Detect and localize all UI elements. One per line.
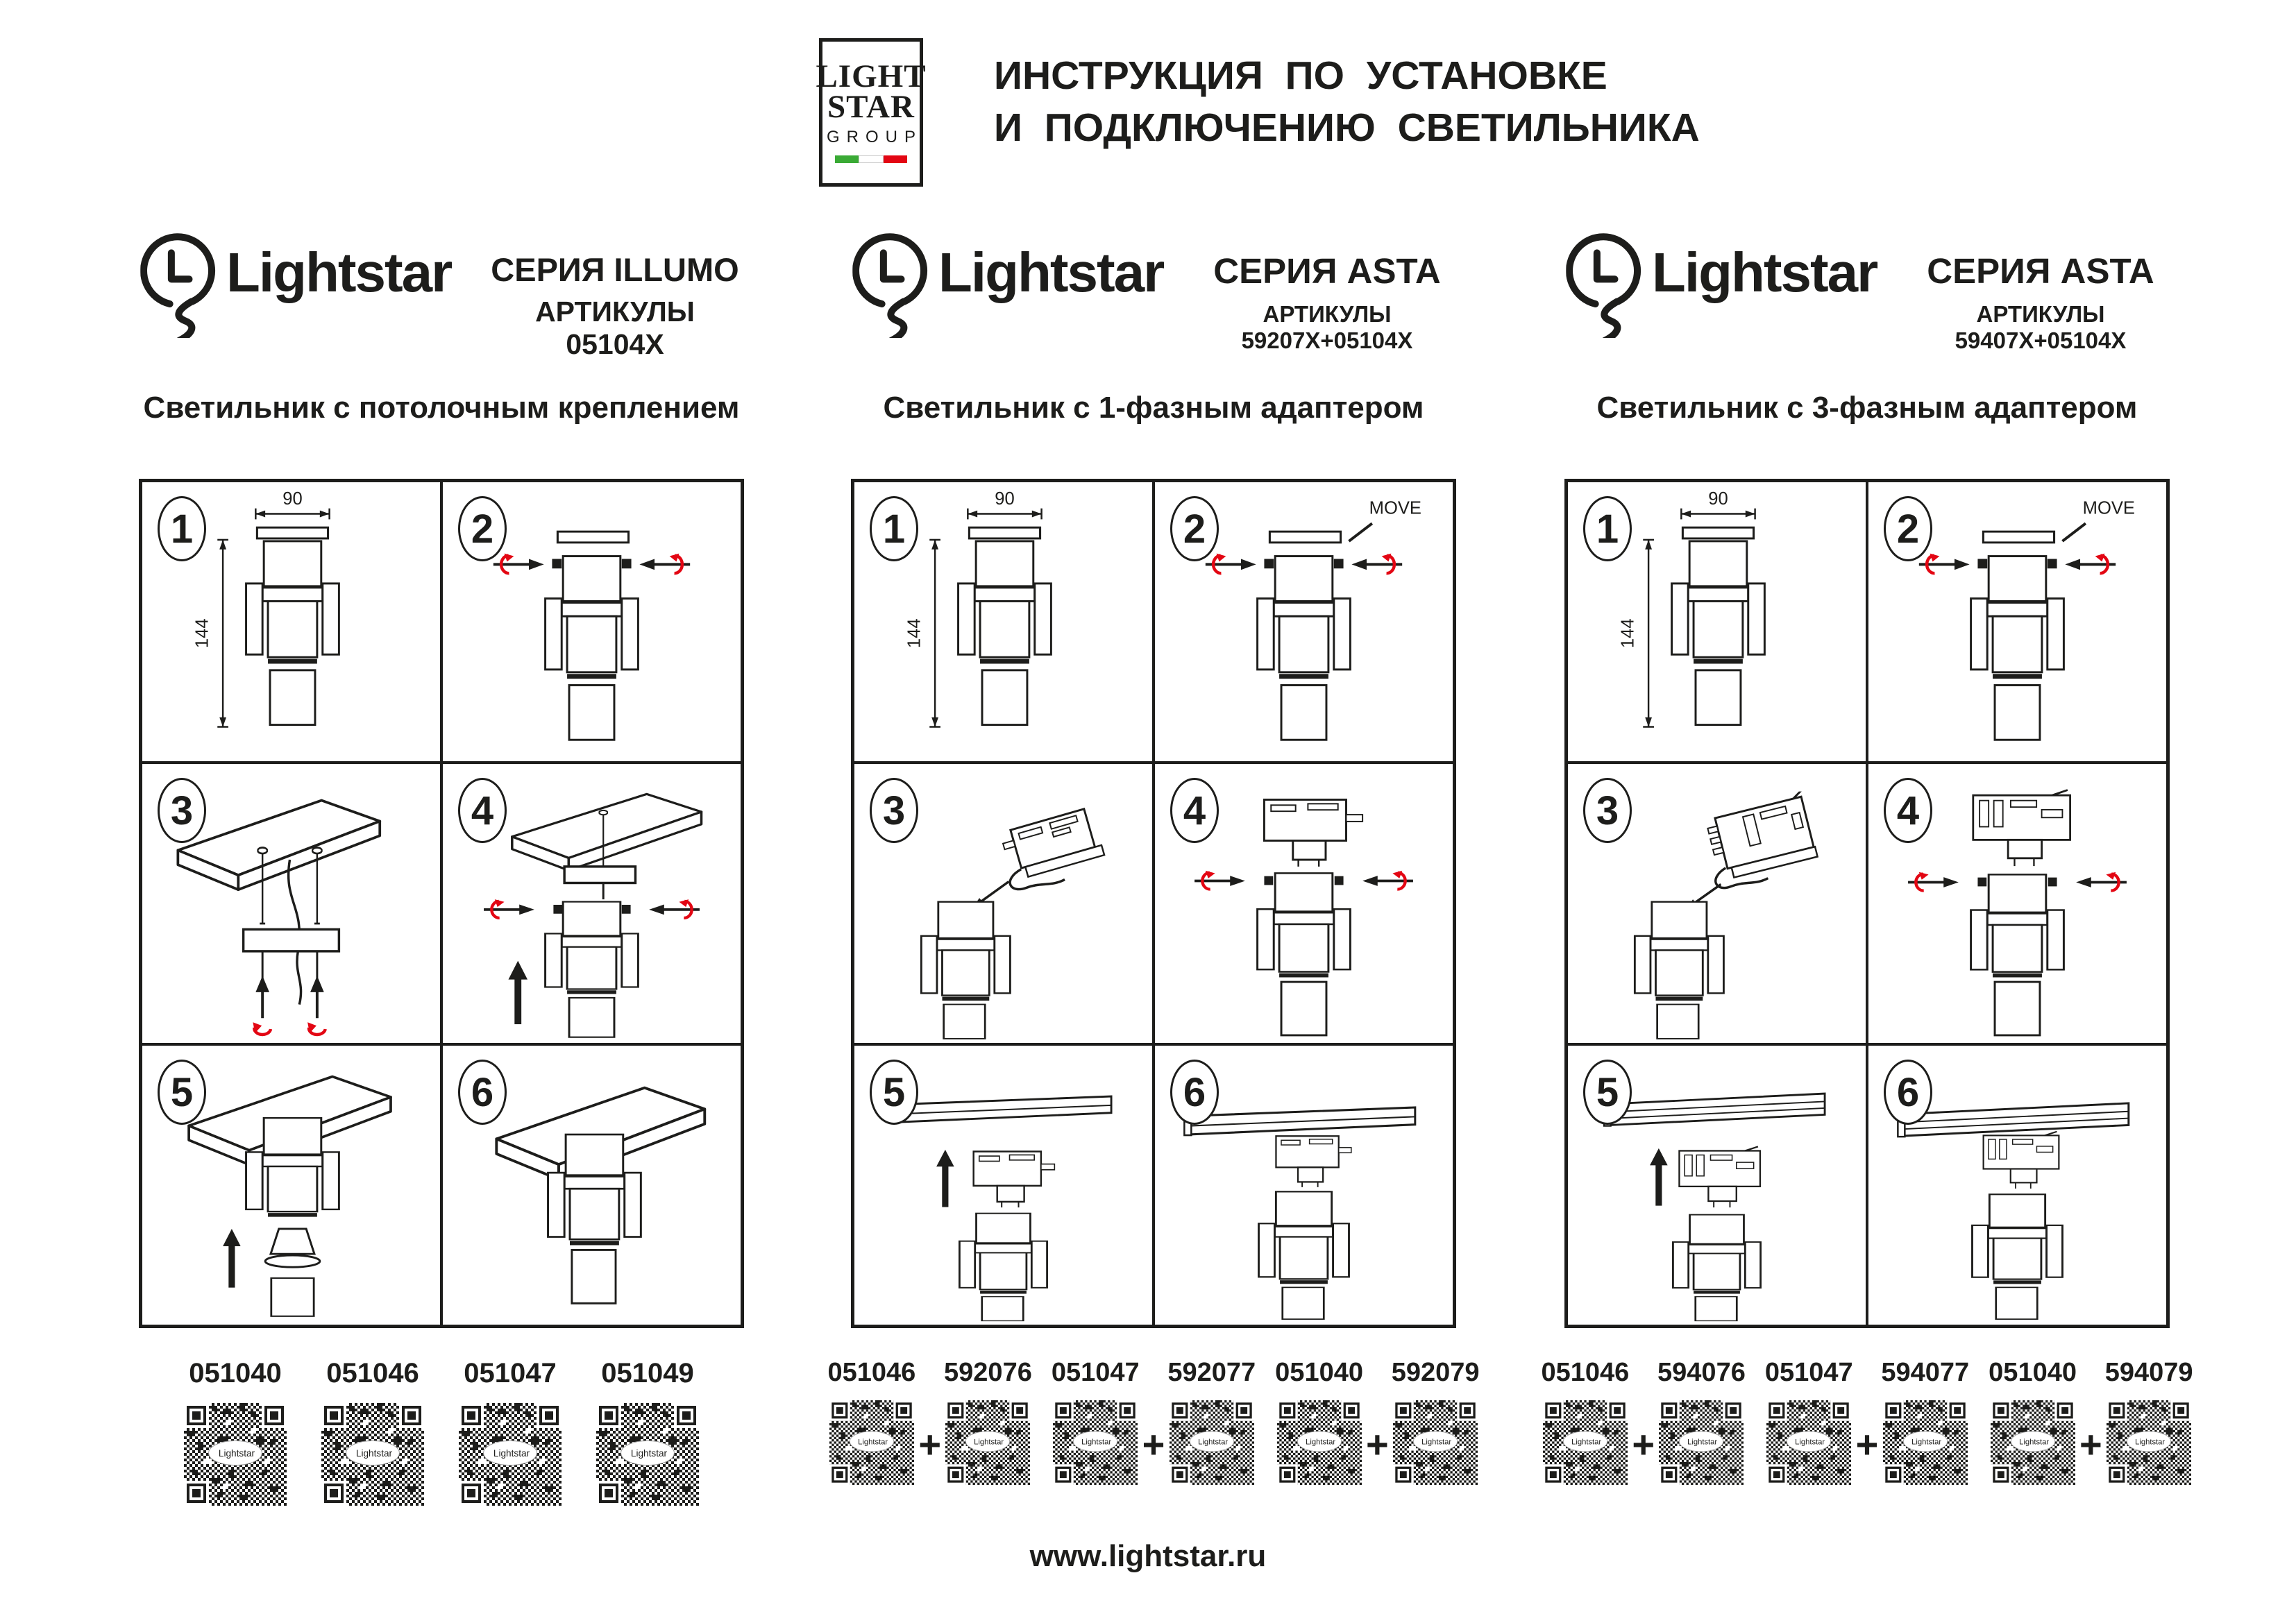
qr-item xyxy=(1765,1358,1853,1485)
qr-code xyxy=(829,1400,914,1485)
article-number: 594077 xyxy=(1881,1358,1970,1387)
step-number: 6 xyxy=(1183,1069,1206,1115)
series-block xyxy=(486,250,744,361)
series-name: СЕРИЯ ILLUMO xyxy=(491,251,739,288)
step-number-badge xyxy=(1170,1060,1219,1125)
qr-item xyxy=(1052,1358,1140,1485)
step-panel-6 xyxy=(441,1044,742,1326)
step-panel-5 xyxy=(141,1044,441,1326)
plus-sign: + xyxy=(1365,1422,1389,1466)
step-number: 3 xyxy=(1596,788,1619,833)
lightstar-bulb-icon xyxy=(1566,230,1644,338)
qr-item xyxy=(1275,1358,1363,1485)
qr-code xyxy=(1991,1400,2075,1485)
website-url: www.lightstar.ru xyxy=(1029,1539,1267,1573)
step-number: 5 xyxy=(882,1069,906,1115)
article-number: 051047 xyxy=(1764,1358,1853,1387)
step-number-badge xyxy=(458,496,507,561)
step-number-badge xyxy=(458,1060,507,1125)
step-number-badge xyxy=(458,778,507,843)
qr-item xyxy=(1167,1358,1256,1485)
logo-group: GROUP xyxy=(827,127,923,146)
qr-code xyxy=(459,1403,562,1506)
step-number-badge xyxy=(1583,496,1632,561)
step-number: 1 xyxy=(170,506,194,552)
italy-flag-icon xyxy=(835,155,907,163)
article-number: 051040 xyxy=(1989,1358,2077,1387)
qr-code xyxy=(1883,1400,1968,1485)
qr-code xyxy=(2107,1400,2191,1485)
step-panel-3 xyxy=(1567,763,1867,1044)
qr-code xyxy=(596,1403,699,1506)
logo-light: LIGHT xyxy=(816,58,927,95)
qr-item xyxy=(944,1358,1032,1485)
column-subtitle: Светильник с 1-фазным адаптером xyxy=(883,391,1424,425)
qr-code xyxy=(1393,1400,1478,1485)
flag-white xyxy=(859,155,884,163)
plus-sign: + xyxy=(1855,1422,1879,1466)
article-number: 051047 xyxy=(1051,1358,1140,1387)
article-number: 594076 xyxy=(1657,1358,1746,1387)
step-number: 5 xyxy=(1596,1069,1619,1115)
plus-sign: + xyxy=(918,1422,942,1466)
step-number-badge xyxy=(870,778,918,843)
series-block xyxy=(1198,250,1456,354)
step-panel-2 xyxy=(1154,481,1454,763)
step-number: 1 xyxy=(1596,506,1619,552)
qr-code-row xyxy=(139,1358,744,1506)
step-panel-2 xyxy=(1867,481,2168,763)
step-panel-1 xyxy=(1567,481,1867,763)
qr-item xyxy=(321,1358,424,1506)
column-subtitle: Светильник с 3-фазным адаптером xyxy=(1596,391,2138,425)
step-panel-3 xyxy=(141,763,441,1044)
qr-item xyxy=(184,1358,287,1506)
steps-grid xyxy=(1564,479,2170,1328)
step-number: 4 xyxy=(1183,788,1206,833)
lightstar-bulb-icon xyxy=(852,230,930,338)
qr-code xyxy=(184,1403,287,1506)
qr-pair xyxy=(1989,1358,2193,1485)
step-number: 4 xyxy=(471,788,494,833)
qr-code xyxy=(1659,1400,1744,1485)
step-panel-3 xyxy=(853,763,1154,1044)
article-number: 592077 xyxy=(1167,1358,1256,1387)
series-block xyxy=(1911,250,2170,354)
step-panel-6 xyxy=(1154,1044,1454,1326)
lightstar-group-logo xyxy=(816,38,927,187)
step-panel-5 xyxy=(853,1044,1154,1326)
article-number: 051040 xyxy=(1275,1358,1363,1387)
step-panel-1 xyxy=(141,481,441,763)
qr-item xyxy=(1657,1358,1746,1485)
series-name: СЕРИЯ ASTA xyxy=(1213,251,1441,291)
qr-code xyxy=(1053,1400,1138,1485)
qr-code xyxy=(321,1403,424,1506)
article-number: 051046 xyxy=(827,1358,916,1387)
step-number-badge xyxy=(1583,1060,1632,1125)
step-number: 4 xyxy=(1896,788,1920,833)
qr-pair xyxy=(1275,1358,1479,1485)
plus-sign: + xyxy=(2079,1422,2102,1466)
article-number: 592079 xyxy=(1391,1358,1480,1387)
step-number: 2 xyxy=(1183,506,1206,552)
step-number-badge xyxy=(158,1060,206,1125)
qr-code xyxy=(1543,1400,1628,1485)
step-panel-4 xyxy=(1867,763,2168,1044)
flag-green xyxy=(835,155,859,163)
step-number-badge xyxy=(1884,778,1932,843)
qr-code-row xyxy=(827,1358,1480,1485)
qr-code-row xyxy=(1541,1358,2193,1485)
qr-code xyxy=(1766,1400,1851,1485)
qr-item xyxy=(596,1358,699,1506)
series-articles: АРТИКУЛЫ 05104X xyxy=(535,296,695,360)
step-number-badge xyxy=(1884,496,1932,561)
step-panel-5 xyxy=(1567,1044,1867,1326)
qr-pair xyxy=(1542,1358,1746,1485)
qr-code xyxy=(1277,1400,1362,1485)
steps-grid xyxy=(851,479,1456,1328)
qr-item xyxy=(1392,1358,1480,1485)
series-articles: АРТИКУЛЫ 59207X+05104X xyxy=(1241,301,1413,353)
flag-red xyxy=(884,155,907,163)
series-articles: АРТИКУЛЫ 59407X+05104X xyxy=(1955,301,2127,353)
qr-item xyxy=(828,1358,916,1485)
plus-sign: + xyxy=(1632,1422,1655,1466)
qr-item xyxy=(1881,1358,1969,1485)
qr-code xyxy=(945,1400,1030,1485)
step-panel-4 xyxy=(441,763,742,1044)
article-number: 051049 xyxy=(601,1358,694,1388)
page-title-line2: И ПОДКЛЮЧЕНИЮ СВЕТИЛЬНИКА xyxy=(994,105,1700,151)
step-number-badge xyxy=(870,496,918,561)
step-number: 2 xyxy=(1896,506,1920,552)
step-panel-1 xyxy=(853,481,1154,763)
page-title xyxy=(994,50,1700,154)
step-number-badge xyxy=(1170,778,1219,843)
step-number-badge xyxy=(1884,1060,1932,1125)
article-number: 051046 xyxy=(326,1358,419,1388)
step-number: 6 xyxy=(471,1069,494,1115)
article-number: 051040 xyxy=(189,1358,282,1388)
step-number: 2 xyxy=(471,506,494,552)
step-number-badge xyxy=(870,1060,918,1125)
article-number: 592076 xyxy=(944,1358,1032,1387)
qr-pair xyxy=(1765,1358,1969,1485)
step-panel-6 xyxy=(1867,1044,2168,1326)
qr-item xyxy=(1989,1358,2077,1485)
step-number: 3 xyxy=(170,788,194,833)
qr-pair xyxy=(828,1358,1032,1485)
step-panel-4 xyxy=(1154,763,1454,1044)
page-title-line1: ИНСТРУКЦИЯ ПО УСТАНОВКЕ xyxy=(994,53,1607,98)
steps-grid xyxy=(139,479,744,1328)
qr-item xyxy=(459,1358,562,1506)
step-number: 5 xyxy=(170,1069,194,1115)
plus-sign: + xyxy=(1142,1422,1165,1466)
lightstar-wordmark: Lightstar xyxy=(226,241,452,303)
article-number: 051047 xyxy=(464,1358,557,1388)
lightstar-wordmark: Lightstar xyxy=(938,241,1164,303)
step-number-badge xyxy=(1170,496,1219,561)
article-number: 051046 xyxy=(1541,1358,1630,1387)
step-number-badge xyxy=(1583,778,1632,843)
lightstar-wordmark: Lightstar xyxy=(1652,241,1877,303)
logo-star: STAR xyxy=(827,88,915,125)
step-number: 3 xyxy=(882,788,906,833)
step-number: 1 xyxy=(882,506,906,552)
step-number-badge xyxy=(158,496,206,561)
qr-item xyxy=(1542,1358,1630,1485)
lightstar-bulb-icon xyxy=(140,230,218,338)
step-panel-2 xyxy=(441,481,742,763)
column-subtitle: Светильник с потолочным креплением xyxy=(143,391,740,425)
step-number: 6 xyxy=(1896,1069,1920,1115)
qr-item xyxy=(2105,1358,2193,1485)
step-number-badge xyxy=(158,778,206,843)
qr-code xyxy=(1170,1400,1254,1485)
series-name: СЕРИЯ ASTA xyxy=(1927,251,2154,291)
qr-pair xyxy=(1052,1358,1256,1485)
article-number: 594079 xyxy=(2104,1358,2193,1387)
